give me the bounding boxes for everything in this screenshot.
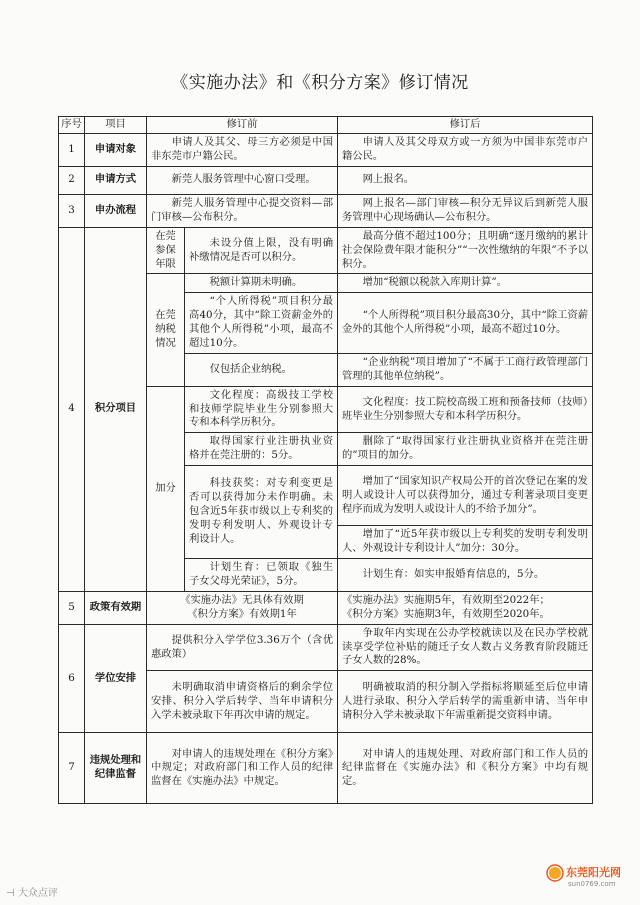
before-cell: “个人所得税”项目积分最高40分，其中“除工资薪金外的其他个人所得税”小项，最高不超过10分。 bbox=[185, 293, 338, 354]
row-item: 政策有效期 bbox=[85, 591, 147, 624]
row-no: 6 bbox=[59, 624, 85, 733]
row-no: 1 bbox=[59, 134, 85, 167]
before-cell: 文化程度：高级技工学校和技师学院毕业生分别参照大专和本科学历积分。 bbox=[185, 386, 338, 433]
row-item: 违规处理和纪律监督 bbox=[85, 733, 147, 804]
table-row bbox=[59, 227, 593, 274]
row-no: 5 bbox=[59, 591, 85, 624]
after-cell: “企业纳税”项目增加了“不属于工商行政管理部门管理的其他单位纳税”。 bbox=[338, 353, 593, 386]
after-cell: 对申请人的违规处理、对政府部门和工作人员的纪律监督在《实施办法》和《积分方案》中均有规定。 bbox=[338, 733, 593, 804]
table-row bbox=[59, 134, 593, 167]
after-cell: 申请人及其父母双方或一方须为中国非东莞市户籍公民。 bbox=[338, 134, 593, 167]
after-cell: 增加了“国家知识产权局公开的首次登记在案的发明人或设计人可以获得加分，通过专利著录项目变更程序而成为发明人或设计人的不给予加分”。 bbox=[338, 466, 593, 526]
before-cell: 未设分值上限，没有明确补缴情况是否可以积分。 bbox=[185, 227, 338, 274]
watermark-left bbox=[6, 884, 58, 899]
table-header bbox=[59, 117, 593, 134]
before-cell: 计划生育：已领取《独生子女父母光荣证》，5分。 bbox=[185, 558, 338, 591]
row-item: 学位安排 bbox=[85, 624, 147, 733]
before-cell: 科技获奖：对专利变更是否可以获得加分未作明确。未包含近5年获市级以上专利奖的发明专利发明人、外观设计专利设计人。 bbox=[185, 466, 338, 559]
before-cell: 申请人及其父、母三方必须是中国非东莞市户籍公民。 bbox=[147, 134, 338, 167]
before-cell: 未明确取消申请资格后的剩余学位安排、积分入学后转学、当年申请积分入学未被录取下年再次申请的规定。 bbox=[147, 671, 338, 733]
subcategory-insurance: 在莞参保年限 bbox=[147, 227, 185, 274]
after-cell bbox=[338, 591, 593, 624]
before-line-a: 《实施办法》无具体有效期 bbox=[180, 593, 304, 606]
before-cell: 提供积分入学学位3.36万个（含优惠政策） bbox=[147, 624, 338, 671]
before-cell: 取得国家行业注册执业资格并在莞注册的：5分。 bbox=[185, 433, 338, 466]
row-item: 申办流程 bbox=[85, 194, 147, 227]
before-cell bbox=[147, 591, 338, 624]
before-cell: 税额计算期未明确。 bbox=[185, 274, 338, 293]
after-cell: 增加了“近5年获市级以上专利奖的发明专利发明人、外观设计专利设计人”加分：30分。 bbox=[338, 526, 593, 559]
row-item: 申请对象 bbox=[85, 134, 147, 167]
row-no: 7 bbox=[59, 733, 85, 804]
header-item: 项目 bbox=[85, 117, 147, 134]
table-row bbox=[59, 194, 593, 227]
after-cell: 网上报名。 bbox=[338, 166, 593, 194]
row-item: 申请方式 bbox=[85, 166, 147, 194]
row-no: 2 bbox=[59, 166, 85, 194]
watermark-brand: 东莞阳光网 bbox=[566, 866, 621, 879]
after-line-b: 《积分方案》实施期3年，有效期至2020年。 bbox=[342, 607, 550, 620]
revision-table bbox=[58, 116, 593, 804]
table-row bbox=[59, 591, 593, 624]
document-title: 《实施办法》和《积分方案》修订情况 bbox=[171, 73, 469, 93]
watermark-logo bbox=[546, 862, 636, 896]
before-cell: 新莞人服务管理中心提交资料—部门审核—公布积分。 bbox=[147, 194, 338, 227]
after-cell: 计划生育：如实申报婚育信息的，5分。 bbox=[338, 558, 593, 591]
table-row bbox=[59, 166, 593, 194]
after-cell: 增加“税额以税款入库期计算”。 bbox=[338, 274, 593, 293]
subcategory-tax: 在莞纳税情况 bbox=[147, 274, 185, 386]
watermark-url: sun0769.com bbox=[568, 880, 616, 888]
header-before: 修订前 bbox=[147, 117, 338, 134]
after-cell: 最高分值不超过100分；且明确“逐月缴纳的累计社会保险费年限才能积分”“一次性缴纳的年限”不予以积分。 bbox=[338, 227, 593, 274]
after-cell: 文化程度：技工院校高级工班和预备技师（技师）班毕业生分别参照大专和本科学历积分。 bbox=[338, 386, 593, 433]
watermark-left-text: 大众点评 bbox=[17, 888, 58, 899]
before-cell: 新莞人服务管理中心窗口受理。 bbox=[147, 166, 338, 194]
after-cell: “个人所得税”项目积分最高30分，其中“除工资薪金外的其他个人所得税”小项，最高不超过10分。 bbox=[338, 293, 593, 354]
before-cell: 仅包括企业纳税。 bbox=[185, 353, 338, 386]
before-cell: 对申请人的违规处理在《积分方案》中规定；对政府部门和工作人员的纪律监督在《实施办法》中规定。 bbox=[147, 733, 338, 804]
sun-logo-icon bbox=[546, 864, 564, 882]
table-row bbox=[59, 624, 593, 671]
row-no: 3 bbox=[59, 194, 85, 227]
subcategory-bonus: 加分 bbox=[147, 386, 185, 591]
after-cell: 争取年内实现在公办学校就读以及在民办学校就读享受学位补贴的随迁子女人数占义务教育阶段随迁子女人数的28%。 bbox=[338, 624, 593, 671]
row-item: 积分项目 bbox=[85, 227, 147, 591]
header-no: 序号 bbox=[59, 117, 85, 134]
after-cell: 删除了“取得国家行业注册执业资格并在莞注册的”项目的加分。 bbox=[338, 433, 593, 466]
row-no: 4 bbox=[59, 227, 85, 591]
header-after: 修订后 bbox=[338, 117, 593, 134]
watermark-left-icon: ⊣ bbox=[6, 888, 15, 899]
table-row bbox=[59, 733, 593, 804]
before-line-b: 《积分方案》有效期1年 bbox=[187, 607, 297, 620]
after-cell: 网上报名—部门审核—积分无异议后到新莞人服务管理中心现场确认—公布积分。 bbox=[338, 194, 593, 227]
after-line-a: 《实施办法》实施期5年，有效期至2022年； bbox=[342, 593, 550, 606]
after-cell: 明确被取消的积分制入学指标将顺延至后位申请人进行录取、积分入学后转学的需重新申请、当年申请积分入学未被录取下年需重新提交资料申请。 bbox=[338, 671, 593, 733]
